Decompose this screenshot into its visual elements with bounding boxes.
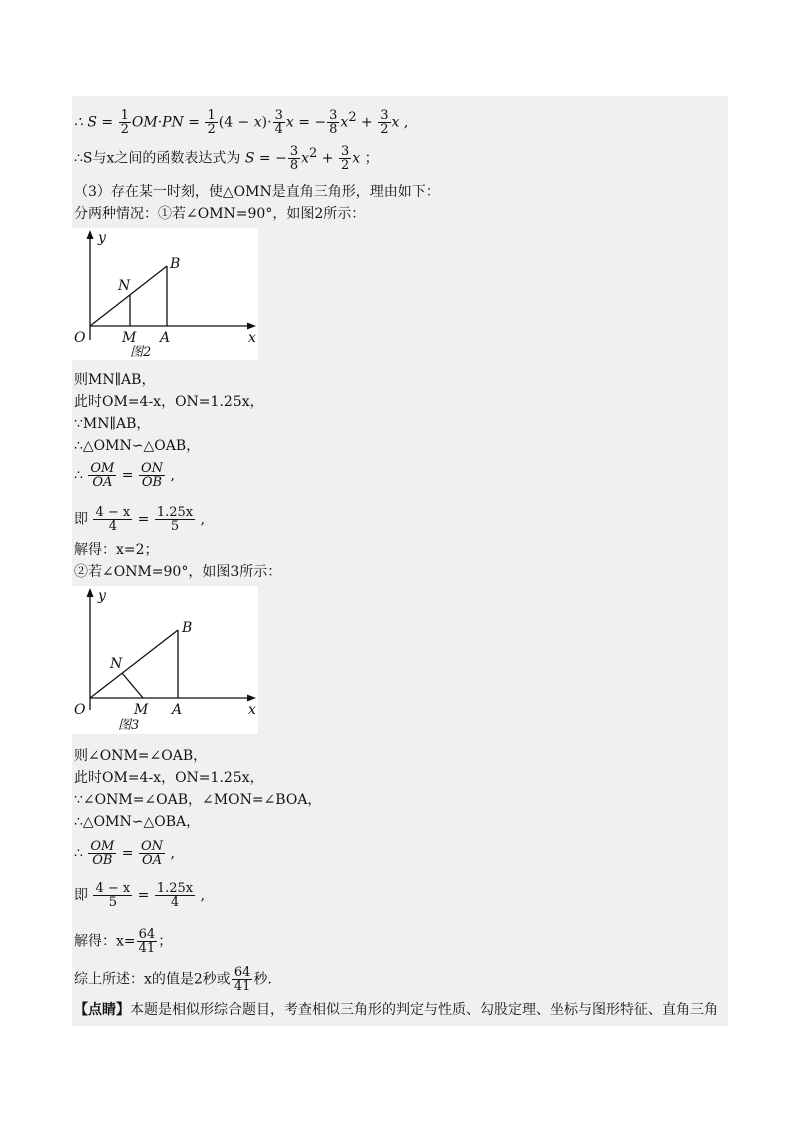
comment-tag: 【点睛】 [74, 1002, 130, 1018]
case2-similar: ∴△OMN∽△OBA， [74, 814, 201, 830]
case1-lengths: 此时OM=4-x，ON=1.25x， [74, 394, 264, 410]
solution-panel [72, 96, 728, 1026]
figure-3-diagram [72, 586, 258, 734]
case2-because: ∵∠ONM=∠OAB，∠MON=∠BOA， [74, 792, 322, 808]
comment-line: 【点睛】本题是相似形综合题目，考查相似三角形的判定与性质、勾股定理、坐标与图形特征、直角三角 [74, 1002, 718, 1018]
case1-then: 则MN∥AB， [74, 372, 156, 388]
fig3-label-m: M [134, 702, 149, 718]
summary-line: 综上所述：x的值是2秒或 $\frac{64}{41}$ 秒. [74, 965, 272, 994]
formula-s-line: ∴ S = $\frac{1}{2}$ OM·PN = $\frac{1}{2}$ (4 − x)· $\frac{3}{4}$ x = − $\frac{3}{8}$ $x^2$ + $\frac{3}{2}$ x , [74, 108, 409, 138]
fig2-label-b: B [170, 256, 181, 272]
fig3-caption: 图3 [118, 718, 140, 733]
fig2-label-y: y [98, 230, 106, 246]
fig2-label-a: A [160, 330, 171, 346]
part3-heading: （3）存在某一时刻，使△OMN是直角三角形，理由如下： [74, 184, 440, 200]
figure-3 [72, 586, 258, 734]
figure-2-diagram [72, 228, 258, 360]
case2-solve: 解得：x= $\frac{64}{41}$ ； [74, 927, 173, 956]
fig3-label-o: O [74, 702, 86, 718]
case1-substitution: 即 $\frac{4 - x}{4}$ = $\frac{1.25x}{5}$ , [74, 505, 206, 534]
case2-lengths: 此时OM=4-x，ON=1.25x， [74, 770, 264, 786]
fig3-label-x: x [248, 702, 256, 718]
figure-2 [72, 228, 258, 360]
case1-similar: ∴△OMN∽△OAB， [74, 438, 201, 454]
function-expression-line: ∴S与x之间的函数表达式为 S = − $\frac{3}{8}$ $x^2$ + $\frac{3}{2}$ x ； [74, 144, 379, 174]
fig2-label-n: N [118, 278, 131, 294]
fig2-label-o: O [74, 330, 86, 346]
case1-solve: 解得：x=2； [74, 542, 159, 558]
fig2-label-x: x [248, 330, 256, 346]
fig3-label-a: A [172, 702, 183, 718]
fig3-label-n: N [110, 656, 123, 672]
fig3-label-b: B [182, 620, 193, 636]
fig2-label-m: M [122, 330, 137, 346]
fig3-label-y: y [98, 588, 106, 604]
case2-proportion: ∴ $\frac{OM}{OB}$ = $\frac{ON}{OA}$ , [74, 839, 175, 868]
case2-substitution: 即 $\frac{4 - x}{5}$ = $\frac{1.25x}{4}$ , [74, 881, 206, 910]
fig2-caption: 图2 [130, 345, 152, 360]
case2-then: 则∠ONM=∠OAB， [74, 748, 208, 764]
case1-because: ∵MN∥AB， [74, 416, 151, 432]
case1-heading: 分两种情况：①若∠OMN=90°，如图2所示： [74, 206, 366, 222]
case2-heading: ②若∠ONM=90°，如图3所示： [74, 564, 282, 580]
case1-proportion: ∴ $\frac{OM}{OA}$ = $\frac{ON}{OB}$ , [74, 461, 175, 490]
